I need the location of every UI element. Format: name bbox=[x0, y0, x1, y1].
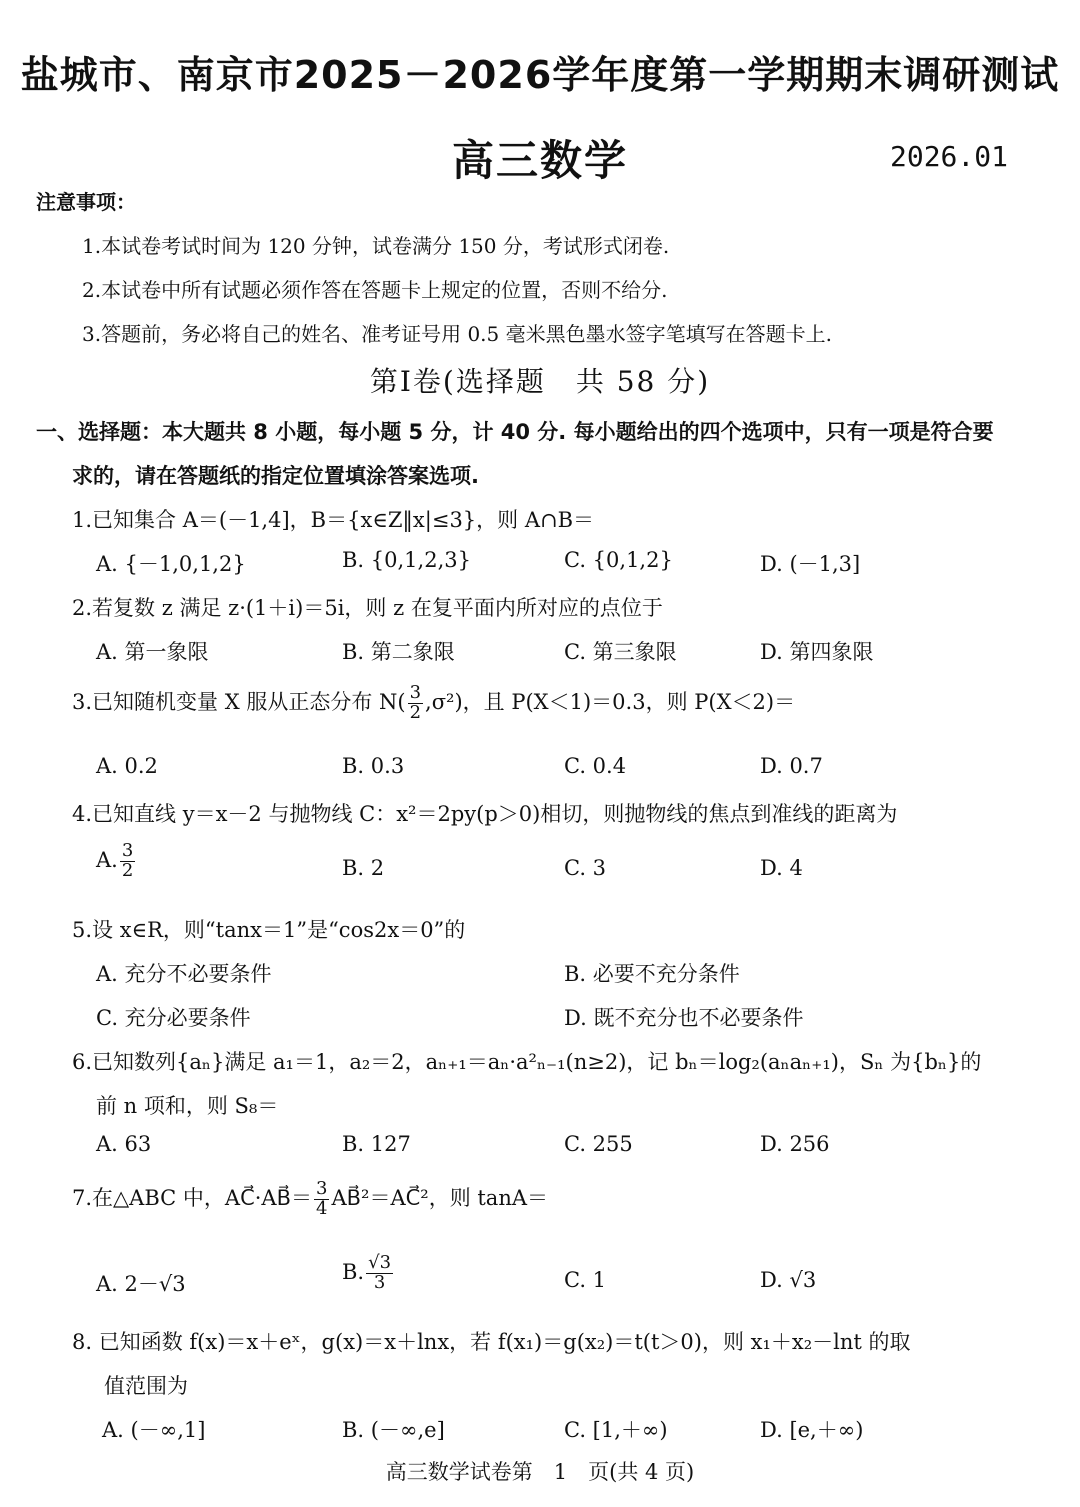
q4-option-a bbox=[96, 842, 137, 881]
q1-option-c: C. {0,1,2} bbox=[564, 548, 673, 572]
q7-frac-num: 3 bbox=[316, 1178, 328, 1199]
q5-option-c: C. 充分必要条件 bbox=[96, 1006, 251, 1030]
q6-option-d: D. 256 bbox=[760, 1132, 830, 1156]
q4-option-b: B. 2 bbox=[342, 856, 385, 880]
q7-frac-den: 4 bbox=[316, 1197, 328, 1219]
q1-option-b: B. {0,1,2,3} bbox=[342, 548, 471, 572]
q7-fraction bbox=[314, 1180, 329, 1219]
q8-option-c: C. [1,＋∞) bbox=[564, 1418, 668, 1442]
q3-frac-den: 2 bbox=[409, 701, 422, 723]
notice-item: 1.本试卷考试时间为 120 分钟，试卷满分 150 分，考试形式闭卷. bbox=[82, 234, 670, 258]
q3-fraction bbox=[408, 684, 423, 723]
question-1-stem: 1.已知集合 A＝(－1,4]，B＝{x∈Z‖x|≤3}，则 A∩B＝ bbox=[72, 508, 595, 532]
part-instruction: 一、选择题：本大题共 8 小题，每小题 5 分，计 40 分. 每小题给出的四个选项中，只有一项是符合要 bbox=[36, 420, 994, 444]
q3-frac-num: 3 bbox=[409, 682, 422, 703]
q7-stem-part-a: 7.在△ABC 中，AC⃗·AB⃗＝ bbox=[72, 1185, 312, 1210]
question-5-stem: 5.设 x∈R，则“tanx＝1”是“cos2x＝0”的 bbox=[72, 918, 466, 942]
q7-optb-den: 3 bbox=[373, 1271, 386, 1293]
q3-stem-part-b: ,σ²)，且 P(X＜1)＝0.3，则 P(X＜2)＝ bbox=[425, 689, 796, 714]
question-8-stem: 8. 已知函数 f(x)＝x＋eˣ，g(x)＝x＋lnx，若 f(x₁)＝g(x₂)＝t(t＞0)，则 x₁＋x₂－lnt 的取 bbox=[72, 1330, 911, 1354]
q7-option-d: D. √3 bbox=[760, 1268, 817, 1292]
q4-option-d: D. 4 bbox=[760, 856, 803, 880]
q2-option-a: A. 第一象限 bbox=[96, 640, 209, 664]
q7-option-b-fraction bbox=[366, 1254, 393, 1293]
q5-option-d: D. 既不充分也不必要条件 bbox=[564, 1006, 804, 1030]
q3-option-b: B. 0.3 bbox=[342, 754, 405, 778]
question-6-stem: 6.已知数列{aₙ}满足 a₁＝1，a₂＝2，aₙ₊₁＝aₙ·a²ₙ₋₁(n≥2)，记 bₙ＝log₂(aₙaₙ₊₁)，Sₙ 为{bₙ}的 bbox=[72, 1050, 982, 1074]
page-footer: 高三数学试卷第 1 页(共 4 页) bbox=[385, 1460, 695, 1484]
question-3-stem bbox=[72, 684, 795, 723]
q7-optb-num: √3 bbox=[368, 1252, 392, 1273]
q2-option-d: D. 第四象限 bbox=[760, 640, 874, 664]
q7-option-a: A. 2－√3 bbox=[96, 1272, 186, 1296]
q3-option-c: C. 0.4 bbox=[564, 754, 627, 778]
exam-date: 2026.01 bbox=[889, 140, 1008, 173]
question-7-stem bbox=[72, 1180, 548, 1219]
q6-option-b: B. 127 bbox=[342, 1132, 411, 1156]
q7-option-b bbox=[342, 1254, 395, 1293]
q8-option-b: B. (－∞,e] bbox=[342, 1418, 445, 1442]
q4-option-a-label: A. bbox=[96, 847, 118, 872]
q4-frac-num: 3 bbox=[121, 840, 134, 861]
q6-option-a: A. 63 bbox=[96, 1132, 152, 1156]
notice-item: 3.答题前，务必将自己的姓名、准考证号用 0.5 毫米黑色墨水签字笔填写在答题卡上. bbox=[82, 322, 832, 346]
q3-stem-part-a: 3.已知随机变量 X 服从正态分布 N( bbox=[72, 689, 406, 714]
q5-option-b: B. 必要不充分条件 bbox=[564, 962, 740, 986]
q4-option-c: C. 3 bbox=[564, 856, 607, 880]
question-4-stem: 4.已知直线 y＝x－2 与抛物线 C：x²＝2py(p＞0)相切，则抛物线的焦点到准线的距离为 bbox=[72, 802, 898, 826]
q8-option-d: D. [e,＋∞) bbox=[760, 1418, 864, 1442]
q7-option-c: C. 1 bbox=[564, 1268, 607, 1292]
q4-frac-den: 2 bbox=[121, 859, 134, 881]
section-title: 第Ⅰ卷(选择题 共 58 分) bbox=[369, 365, 711, 398]
notice-heading: 注意事项： bbox=[36, 190, 136, 214]
notice-item: 2.本试卷中所有试题必须作答在答题卡上规定的位置，否则不给分. bbox=[82, 278, 668, 302]
q3-option-d: D. 0.7 bbox=[760, 754, 823, 778]
q6-option-c: C. 255 bbox=[564, 1132, 633, 1156]
question-8-stem-cont: 值范围为 bbox=[104, 1374, 188, 1398]
question-6-stem-cont: 前 n 项和，则 S₈＝ bbox=[96, 1094, 279, 1118]
q1-option-a: A. {－1,0,1,2} bbox=[96, 552, 246, 576]
q7-stem-part-b: AB⃗²＝AC⃗²，则 tanA＝ bbox=[331, 1185, 549, 1210]
q2-option-b: B. 第二象限 bbox=[342, 640, 455, 664]
q5-option-a: A. 充分不必要条件 bbox=[96, 962, 272, 986]
question-2-stem: 2.若复数 z 满足 z·(1＋i)＝5i，则 z 在复平面内所对应的点位于 bbox=[72, 596, 663, 620]
q2-option-c: C. 第三象限 bbox=[564, 640, 677, 664]
q7-option-b-label: B. bbox=[342, 1259, 365, 1284]
subject-title: 高三数学 bbox=[451, 136, 628, 185]
q1-option-d: D. (－1,3] bbox=[760, 552, 861, 576]
exam-title: 盐城市、南京市2025－2026学年度第一学期期末调研测试 bbox=[20, 53, 1060, 97]
q3-option-a: A. 0.2 bbox=[96, 754, 158, 778]
q8-option-a: A. (－∞,1] bbox=[102, 1418, 206, 1442]
part-instruction: 求的，请在答题纸的指定位置填涂答案选项. bbox=[72, 464, 479, 488]
q4-option-a-fraction bbox=[120, 842, 135, 881]
